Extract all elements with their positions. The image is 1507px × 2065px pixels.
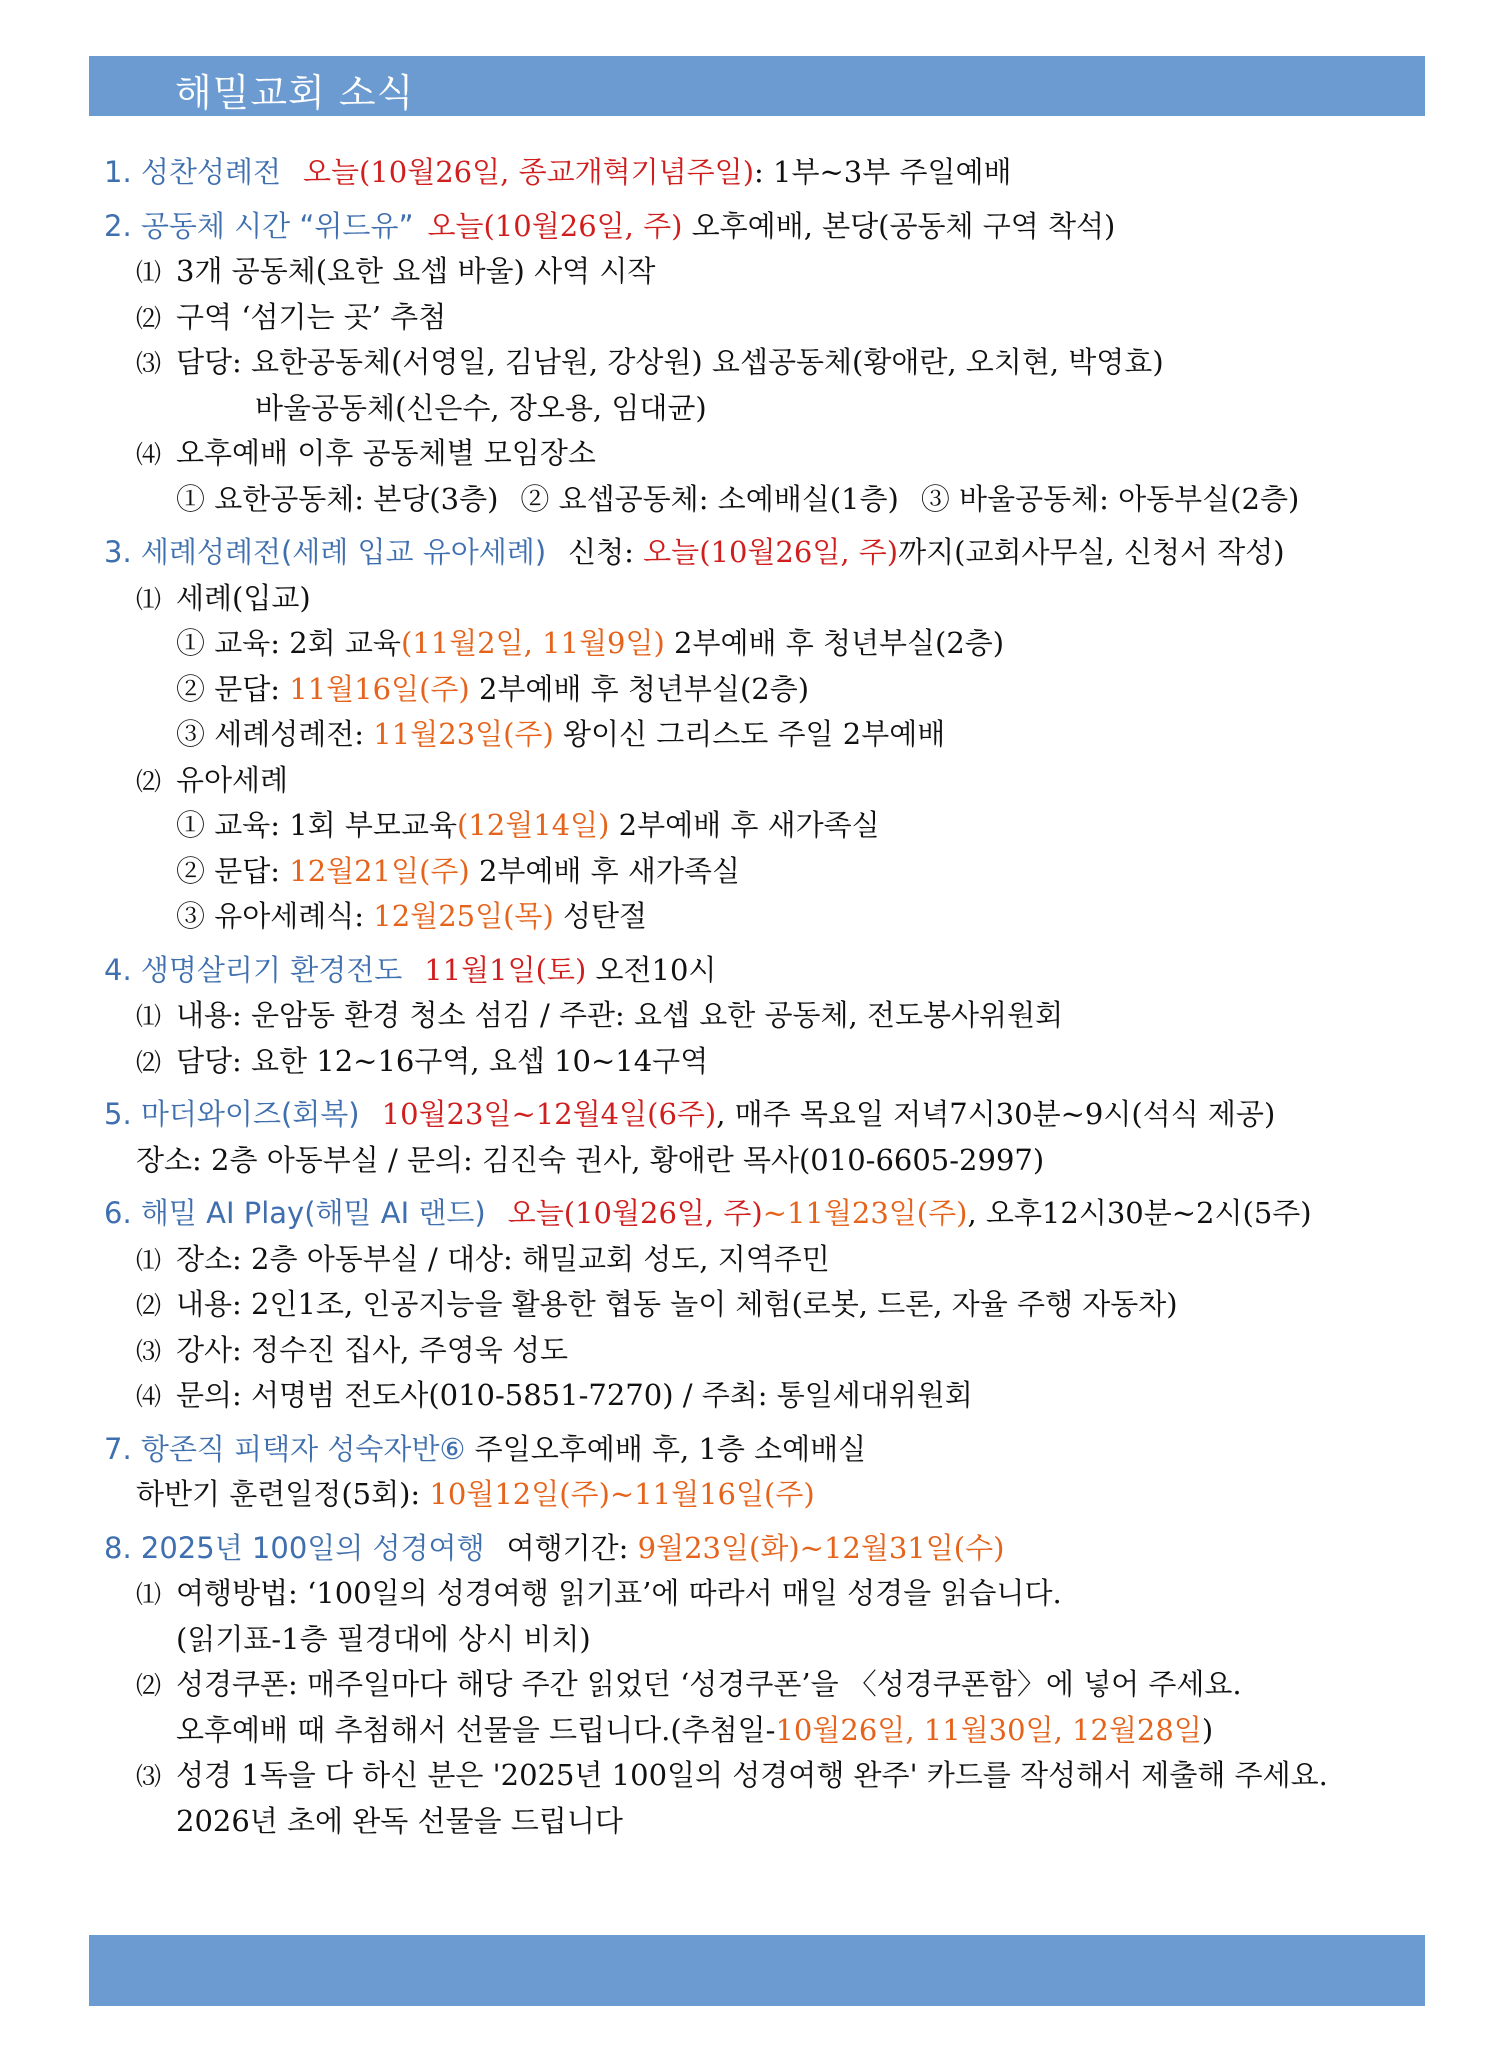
item-text: 하반기 훈련일정(5회): xyxy=(136,1477,430,1511)
item-text: ③ 세례성례전: xyxy=(176,717,374,751)
list-item xyxy=(104,993,1424,1039)
item-text: 장소: 2층 아동부실 / 대상: 해밀교회 성도, 지역주민 xyxy=(176,1241,830,1276)
item-text: 2부예배 후 청년부실(2층) xyxy=(664,626,1005,660)
item-number: ⑴ xyxy=(136,1580,162,1609)
list-item-continued xyxy=(104,1799,1424,1845)
section-2-heading: 2. 공동체 시간 “위드유” xyxy=(104,208,414,243)
place-paul: ③ 바울공동체: 아동부실(2층) xyxy=(920,481,1300,516)
item-text: 담당: 요한공동체(서영일, 김남원, 강상원) 요셉공동체(황애란, 오치현, 박영효) xyxy=(176,345,1164,379)
section-1-heading: 1. 성찬성례전 xyxy=(104,155,281,189)
item-text: 2부예배 후 새가족실 xyxy=(469,853,740,888)
section-2 xyxy=(104,204,1424,523)
section-8-heading: 8. 2025년 100일의 성경여행 xyxy=(104,1530,485,1565)
item-number: ⑷ xyxy=(136,1382,162,1411)
footer-banner xyxy=(89,1935,1425,2006)
section-7-text: 주일오후예배 후, 1층 소예배실 xyxy=(465,1431,867,1466)
list-item xyxy=(104,340,1424,386)
section-3-text: 까지(교회사무실, 신청서 작성) xyxy=(898,535,1285,569)
group-title: 유아세례 xyxy=(176,762,289,797)
item-number: ⑴ xyxy=(136,584,162,614)
item-date: 12월25일(목) xyxy=(373,899,554,933)
section-1 xyxy=(104,150,1424,196)
section-7 xyxy=(104,1427,1424,1518)
section-7-heading: 7. 항존직 피택자 성숙자반⑥ xyxy=(104,1431,466,1466)
section-4-text: 오전10시 xyxy=(586,952,717,987)
section-2-text: 오후예배, 본당(공동체 구역 착석) xyxy=(682,208,1116,243)
section-3-label: 신청: xyxy=(568,535,644,569)
section-8-line xyxy=(104,1526,1424,1572)
list-item xyxy=(104,295,1424,341)
section-3-line xyxy=(104,530,1424,576)
section-7-line-2 xyxy=(104,1472,1424,1518)
item-text: ) xyxy=(1201,1712,1214,1747)
item-text: 왕이신 그리스도 주일 2부예배 xyxy=(553,717,946,751)
section-1-line xyxy=(104,150,1424,196)
section-4-line xyxy=(104,948,1424,994)
item-date: 10월12일(주)~11월16일(주) xyxy=(429,1477,815,1511)
list-item-continued xyxy=(104,1708,1424,1754)
page-title: 해밀교회 소식 xyxy=(175,71,415,115)
list-item xyxy=(104,1282,1424,1328)
item-date: 11월16일(주) xyxy=(289,671,470,706)
item-text: 2부예배 후 새가족실 xyxy=(609,808,880,842)
item-text: 오후예배 이후 공동체별 모임장소 xyxy=(176,436,596,470)
item-text: 강사: 정수진 집사, 주영욱 성도 xyxy=(176,1332,569,1367)
list-item xyxy=(104,803,1424,849)
section-2-line xyxy=(104,204,1424,250)
item-text: 담당: 요한 12~16구역, 요셉 10~14구역 xyxy=(176,1043,709,1078)
group-baptism xyxy=(104,576,1424,622)
section-5 xyxy=(104,1092,1424,1183)
section-6-date-start: 오늘(10월26일, 주) xyxy=(507,1196,763,1230)
item-number: ⑴ xyxy=(136,258,162,287)
section-5-heading: 5. 마더와이즈(회복) xyxy=(104,1097,360,1131)
item-text: 바울공동체(신은수, 장오용, 임대균) xyxy=(255,390,707,425)
list-item xyxy=(104,431,1424,477)
item-text: 3개 공동체(요한 요셉 바울) 사역 시작 xyxy=(176,254,656,288)
section-2-date: 오늘(10월26일, 주) xyxy=(427,208,683,243)
section-4-date: 11월1일(토) xyxy=(424,952,587,987)
section-6-date-end: ~11월23일(주) xyxy=(762,1196,968,1230)
list-item xyxy=(104,894,1424,940)
list-item-continued xyxy=(104,386,1424,432)
list-item xyxy=(104,1662,1424,1708)
header-banner xyxy=(89,56,1425,116)
list-item xyxy=(104,1039,1424,1085)
item-text: 내용: 운암동 환경 청소 섬김 / 주관: 요셉 요한 공동체, 전도봉사위원회 xyxy=(176,998,1064,1032)
item-text: 오후예배 때 추첨해서 선물을 드립니다.(추첨일- xyxy=(176,1712,776,1747)
group-title: 세례(입교) xyxy=(176,580,311,615)
section-8-date: 9월23일(화)~12월31일(수) xyxy=(637,1530,1005,1565)
item-text: 2부예배 후 청년부실(2층) xyxy=(469,671,810,706)
section-5-line xyxy=(104,1092,1424,1138)
item-number: ⑵ xyxy=(136,1291,162,1320)
item-number: ⑶ xyxy=(136,349,162,378)
section-3-heading: 3. 세례성례전(세례 입교 유아세례) xyxy=(104,535,547,569)
section-3 xyxy=(104,530,1424,940)
item-text: ② 문답: xyxy=(176,853,290,888)
item-text: 성탄절 xyxy=(553,899,648,933)
section-6-text: , 오후12시30분~2시(5주) xyxy=(967,1196,1312,1230)
item-number: ⑶ xyxy=(136,1762,162,1791)
item-date: 12월21일(주) xyxy=(289,853,470,888)
section-7-line xyxy=(104,1427,1424,1473)
list-item xyxy=(104,1373,1424,1419)
section-1-text: : 1부~3부 주일예배 xyxy=(754,155,1012,189)
list-item xyxy=(104,1328,1424,1374)
section-4-heading: 4. 생명살리기 환경전도 xyxy=(104,952,403,987)
item-text: 문의: 서명범 전도사(010-5851-7270) / 주최: 통일세대위원회 xyxy=(176,1378,973,1412)
list-item-continued xyxy=(104,1617,1424,1663)
list-item xyxy=(104,1237,1424,1283)
section-4 xyxy=(104,948,1424,1085)
item-date: (11월2일, 11월9일) xyxy=(400,626,665,660)
section-8 xyxy=(104,1526,1424,1845)
section-5-date: 10월23일~12월4일(6주) xyxy=(381,1097,717,1131)
item-text: 여행방법: ‘100일의 성경여행 읽기표’에 따라서 매일 성경을 읽습니다. xyxy=(176,1576,1062,1610)
item-text: ① 교육: 2회 교육 xyxy=(176,626,401,660)
place-joseph: ② 요셉공동체: 소예배실(1층) xyxy=(520,481,899,516)
item-number: ⑵ xyxy=(136,1671,162,1700)
item-number: ⑷ xyxy=(136,440,162,469)
item-text: ③ 유아세례식: xyxy=(176,899,374,933)
section-1-date: 오늘(10월26일, 종교개혁기념주일) xyxy=(302,155,755,189)
item-number: ⑶ xyxy=(136,1336,162,1366)
item-date: 11월23일(주) xyxy=(373,717,554,751)
section-6-heading: 6. 해밀 AI Play(해밀 AI 랜드) xyxy=(104,1196,486,1230)
group-infant-baptism xyxy=(104,758,1424,804)
item-text: 2026년 초에 완독 선물을 드립니다 xyxy=(176,1803,623,1838)
list-item xyxy=(104,712,1424,758)
section-8-label: 여행기간: xyxy=(506,1530,638,1565)
section-5-text: , 매주 목요일 저녁7시30분~9시(석식 제공) xyxy=(716,1097,1276,1131)
item-number: ⑵ xyxy=(136,766,162,796)
item-number: ⑵ xyxy=(136,303,162,333)
item-text: 구역 ‘섬기는 곳’ 추첨 xyxy=(176,299,447,334)
section-3-date: 오늘(10월26일, 주) xyxy=(643,535,899,569)
item-text: 성경 1독을 다 하신 분은 '2025년 100일의 성경여행 완주' 카드를 작성해서 제출해 주세요. xyxy=(176,1758,1328,1792)
place-john: ① 요한공동체: 본당(3층) xyxy=(176,481,499,516)
item-date: (12월14일) xyxy=(456,808,610,842)
item-text: 성경쿠폰: 매주일마다 해당 주간 읽었던 ‘성경쿠폰’을 〈성경쿠폰함〉에 넣어 주세요. xyxy=(176,1667,1242,1701)
list-item xyxy=(104,849,1424,895)
news-content xyxy=(104,150,1424,1852)
item-date: 10월26일, 11월30일, 12월28일 xyxy=(775,1712,1202,1747)
item-text: 내용: 2인1조, 인공지능을 활용한 협동 놀이 체험(로봇, 드론, 자율 주행 자동차) xyxy=(176,1287,1178,1321)
item-number: ⑵ xyxy=(136,1047,162,1077)
item-text: ① 교육: 1회 부모교육 xyxy=(176,808,457,842)
section-6 xyxy=(104,1191,1424,1419)
list-item xyxy=(104,1571,1424,1617)
item-number: ⑴ xyxy=(136,1002,162,1031)
section-5-line-2: 장소: 2층 아동부실 / 문의: 김진숙 권사, 황애란 목사(010-6605-2997) xyxy=(136,1142,1045,1177)
list-item xyxy=(104,249,1424,295)
item-text: ② 문답: xyxy=(176,671,290,706)
meeting-places xyxy=(104,477,1424,523)
section-6-line xyxy=(104,1191,1424,1237)
list-item xyxy=(104,667,1424,713)
item-text: (읽기표-1층 필경대에 상시 비치) xyxy=(176,1621,591,1656)
item-number: ⑴ xyxy=(136,1245,162,1275)
list-item xyxy=(104,621,1424,667)
list-item xyxy=(104,1753,1424,1799)
